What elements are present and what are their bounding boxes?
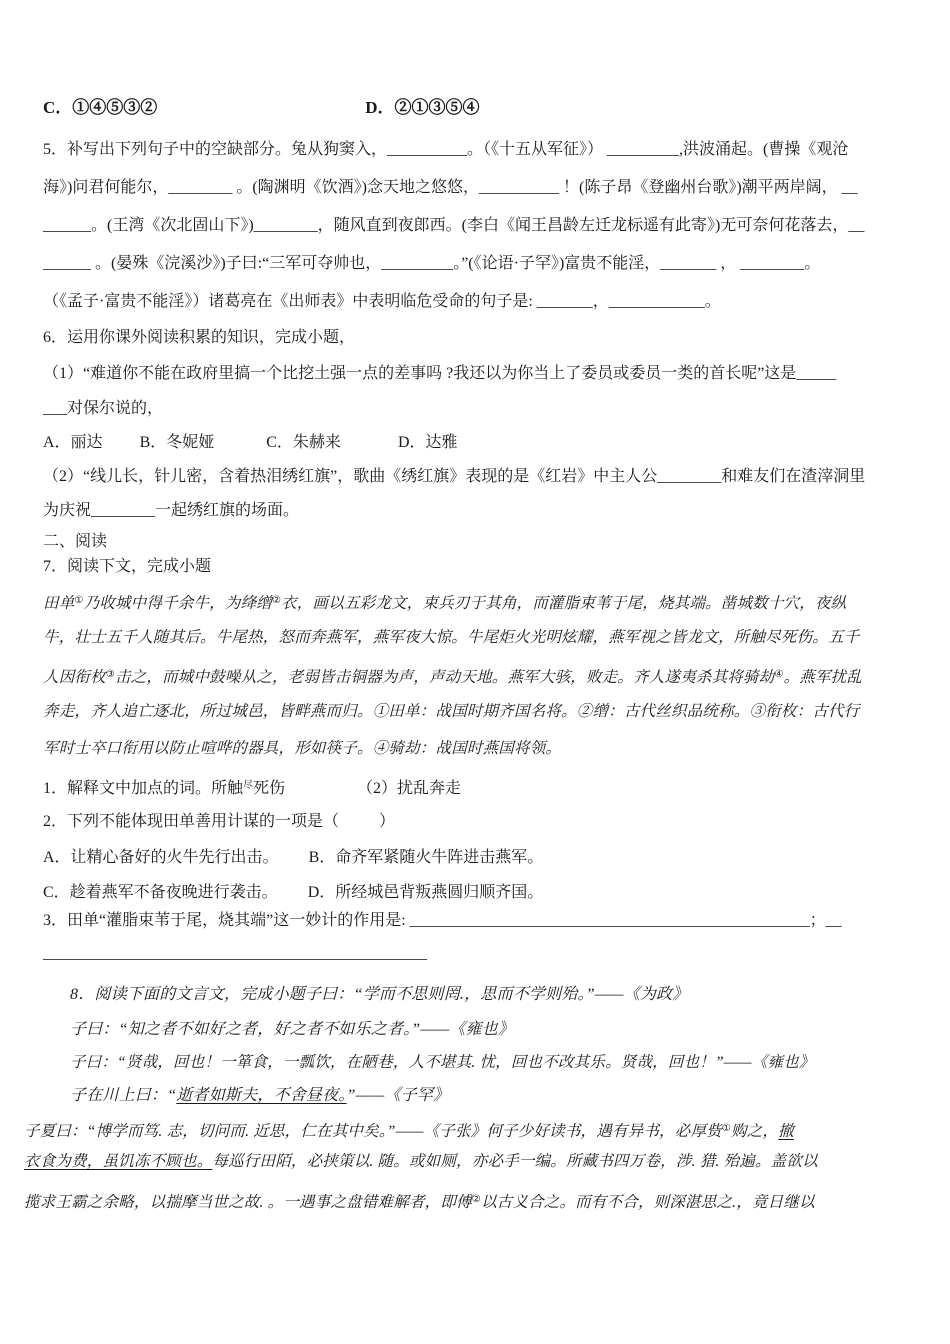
text-segment: 奔走，齐人追亡逐北，所过城邑，皆畔燕而归。①田单：战国时期齐国名将。②缯：古代丝织品统称。③衔枚：古代行 xyxy=(43,703,860,720)
choice-row-cd xyxy=(43,98,480,118)
superscript-mark: 尽 xyxy=(243,780,254,791)
q6-option-b: B．冬妮娅 xyxy=(139,434,215,451)
text-segment: 子夏曰：“博学而笃. 志，切问而. 近思，仁在其中矣。”——《子张》何子少好读书，遇有异书，必厚赀 xyxy=(24,1123,722,1140)
passage-line-5 xyxy=(43,739,561,759)
q6-option-d: D．达雅 xyxy=(397,434,458,451)
q7-q2: 2．下列不能体现田单善用计谋的一项是（ ） xyxy=(43,813,396,830)
q7-option-b: B．命齐军紧随火牛阵进击燕军。 xyxy=(308,849,544,866)
text-segment: 子在川上曰：“ xyxy=(70,1087,177,1104)
superscript-mark: ② xyxy=(471,1194,481,1205)
passage-line-2 xyxy=(43,628,859,648)
q8-line-1 xyxy=(70,985,688,1005)
choice-d: D．②①③⑤④ xyxy=(365,98,480,117)
q5-line-3: ______。(王湾《次北固山下》)________，随风直到夜郎西。(李白《闻王昌龄左迁龙标遥有此寄》)无可奈何花落去，__ xyxy=(43,217,865,234)
q8-line-3 xyxy=(70,1053,815,1073)
text-segment: 。燕军扰乱 xyxy=(783,669,863,686)
text-segment: 人因衔枚 xyxy=(43,669,106,686)
q6-sub1-line2: ___对保尔说的， xyxy=(43,400,164,417)
text-segment: ”——《子罕》 xyxy=(346,1087,450,1104)
text-segment: 8．阅读下面的文言文，完成小题子曰：“学而不思则罔.，思而不学则殆。”——《为政》 xyxy=(70,986,689,1003)
q6-intro: 6．运用你课外阅读积累的知识，完成小题， xyxy=(43,329,356,346)
text-segment: 军时士卒口衔用以防止喧哗的器具，形如筷子。④骑劫：战国时燕国将领。 xyxy=(43,740,562,757)
underlined-text: 衣食为费，虽饥冻不顾也。 xyxy=(24,1153,213,1170)
text-segment: 田单 xyxy=(43,595,75,612)
text-segment: 每巡行田陌，必挟策以. 随。或如厕，亦必手一编。所藏书四万卷，涉. 猎. 殆遍。盖欲以 xyxy=(212,1153,818,1170)
q6-sub2-line2: 为庆祝________一起绣红旗的场面。 xyxy=(43,502,300,519)
q6-sub1-line1: （1）“难道你不能在政府里搞一个比挖土强一点的差事吗 ?我还以为你当上了委员或委员一类的首长呢”这是_____ xyxy=(43,365,837,382)
superscript-mark: ① xyxy=(721,1123,732,1134)
text-segment: 乃收城中得千余牛，为绛缯 xyxy=(83,595,272,612)
text-segment: 击之，而城中鼓噪从之，老弱皆击铜器为声，声动天地。燕军大骇，败走。齐人遂夷杀其将骑劫 xyxy=(114,669,775,686)
q7-options-row2 xyxy=(43,883,543,903)
q5-line-5: （《孟子·富贵不能淫》）诸葛亮在《出师表》中表明临危受命的句子是: _______，____________。 xyxy=(43,293,721,310)
section2-heading: 二、阅读 xyxy=(43,533,108,550)
text-segment: 揽求王霸之余略，以揣摩当世之故. 。一遇事之盘错难解者，即傅 xyxy=(24,1194,472,1211)
text-segment: 子曰：“知之者不如好之者，好之者不如乐之者。”——《雍也》 xyxy=(70,1021,515,1038)
q5-line-1: 5．补写出下列句子中的空缺部分。兔从狗窦入，__________。（《十五从军征》） _________,洪波涌起。(曹操《观沧 xyxy=(43,141,849,158)
superscript-mark: ④ xyxy=(774,669,784,680)
q8-line-5 xyxy=(24,1119,794,1139)
text-segment: 以古义合之。而有不合，则深湛思之.，竟日继以 xyxy=(480,1194,815,1211)
underlined-text: 逝者如斯夫，不舍昼夜。 xyxy=(176,1087,347,1104)
text-segment: 衣，画以五彩龙文，束兵刃于其角，而灌脂束苇于尾，烧其端。凿城数十穴，夜纵 xyxy=(281,595,847,612)
text-segment: （2）扰乱奔走 xyxy=(285,780,462,797)
q7-answer-blank: ________________________________________________ xyxy=(43,945,427,962)
superscript-mark: ① xyxy=(74,595,84,606)
q7-q1 xyxy=(43,776,461,796)
underlined-text: 撤 xyxy=(778,1123,794,1140)
q7-option-c: C．趁着燕军不备夜晚进行袭击。 xyxy=(43,884,278,901)
text-segment: 1．解释文中加点的词。所触 xyxy=(43,780,244,797)
text-segment: 购之， xyxy=(731,1123,779,1140)
text-segment: 子曰：“贤哉，回也！一箪食，一瓢饮，在陋巷，人不堪其. 忧，回也不改其乐。贤哉，回也！”——《雍也》 xyxy=(70,1054,815,1071)
q6-sub2-line1: （2）“线儿长，针儿密，含着热泪绣红旗”，歌曲《绣红旗》表现的是《红岩》中主人公________和难友们在渣滓洞里 xyxy=(43,468,866,485)
superscript-mark: ③ xyxy=(105,669,115,680)
passage-line-1 xyxy=(43,591,846,611)
q6-option-c: C．朱赫来 xyxy=(266,434,341,451)
q7-option-d: D．所经城邑背叛燕圆归顺齐国。 xyxy=(307,884,544,901)
q5-line-2: 海》)问君何能尔，________ 。(陶渊明《饮酒》)念天地之悠悠，__________ ！(陈子昂《登幽州台歌》)潮平两岸阔， __ xyxy=(43,179,858,196)
text-segment: 牛，壮士五千人随其后。牛尾热，怒而奔燕军，燕军夜大惊。牛尾炬火光明炫耀，燕军视之皆龙文，所触尽死伤。五千 xyxy=(43,629,860,646)
q7-q3: 3．田单“灌脂束苇于尾，烧其端”这一妙计的作用是: __________________________________________________；__ xyxy=(43,912,842,929)
passage-line-4 xyxy=(43,702,859,722)
superscript-mark: ② xyxy=(271,595,282,606)
q8-line-7 xyxy=(24,1190,815,1210)
choice-c: C．①④⑤③② xyxy=(43,98,158,117)
q7-option-a: A．让精心备好的火牛先行出击。 xyxy=(43,849,279,866)
passage-line-3 xyxy=(43,665,862,685)
q8-line-6 xyxy=(24,1152,818,1172)
q6-option-a: A．丽达 xyxy=(43,434,103,451)
q6-sub1-options xyxy=(43,433,458,453)
text-segment: 死伤 xyxy=(253,780,286,797)
q5-line-4: ______ 。(晏殊《浣溪沙》)子曰:“三军可夺帅也，_________。”(《论语·子罕》)富贵不能淫，_______ ， ________。 xyxy=(43,255,821,272)
q7-intro: 7．阅读下文，完成小题 xyxy=(43,558,212,575)
q8-line-4 xyxy=(70,1086,449,1106)
q8-line-2 xyxy=(70,1020,514,1040)
q7-options-row1 xyxy=(43,848,543,868)
